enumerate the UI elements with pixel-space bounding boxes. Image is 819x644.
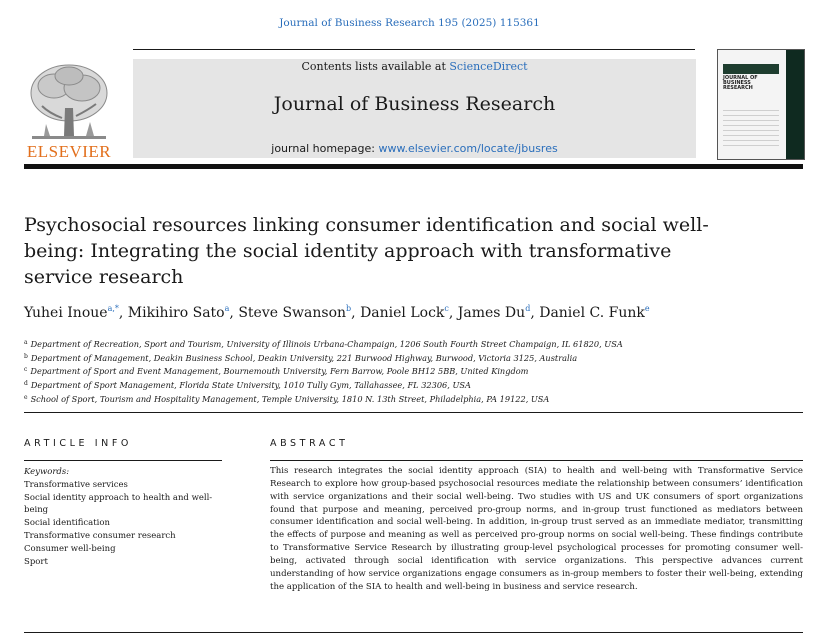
article-info-heading: ARTICLE INFO [24, 438, 133, 449]
affiliation [24, 392, 803, 406]
author[interactable] [458, 305, 531, 321]
journal-cover-thumbnail[interactable] [717, 49, 805, 160]
affiliation-text: School of Sport, Tourism and Hospitality Management, Temple University, 1810 N. 13th Street, Philadelphia, PA 19122, USA [30, 393, 550, 404]
affiliation-key: a [24, 339, 28, 346]
keyword: Consumer well-being [24, 543, 116, 554]
author-name[interactable]: Mikihiro Sato [127, 305, 225, 321]
elsevier-wordmark[interactable]: ELSEVIER [26, 142, 112, 161]
author-affiliation-marker[interactable]: a,* [107, 304, 119, 313]
section-divider [24, 412, 803, 413]
author-affiliation-marker[interactable]: c [444, 304, 449, 313]
author[interactable] [539, 305, 649, 321]
journal-title: Journal of Business Research [273, 93, 556, 115]
article-info-rule [24, 460, 222, 461]
keyword: Sport [24, 556, 48, 567]
affiliation-text: Department of Sport Management, Florida State University, 1010 Tully Gym, Tallahassee, FL 32306, USA [30, 380, 471, 391]
affiliation [24, 351, 803, 365]
author-name[interactable]: Daniel C. Funk [539, 305, 645, 321]
affiliation-list [24, 337, 803, 406]
journal-homepage-link[interactable]: www.elsevier.com/locate/jbusres [378, 142, 558, 155]
article-title: Psychosocial resources linking consumer identification and social well-being: Integrating the social identity approach with transformative service research [24, 214, 709, 288]
keywords-label: Keywords: [24, 467, 70, 477]
abstract-heading: ABSTRACT [270, 438, 349, 449]
cover-title: JOURNAL OF BUSINESS RESEARCH [723, 75, 758, 91]
keyword: Social identity approach to health and well-being [24, 492, 213, 516]
author[interactable] [360, 305, 449, 321]
affiliation-key: d [24, 380, 28, 388]
author-name[interactable]: Yuhei Inoue [24, 305, 108, 321]
keyword: Social identification [24, 518, 110, 529]
abstract-text: This research integrates the social identity approach (SIA) to health and well-being with Transformative Service Research to explore how group-based psychosocial resources mediate the relationship between consumers’ identification with service organizations and their social well-being. Two studies with US and UK consumers of sport organizations found that purpose and meaning, perceived pro-group norms, and in-group trust functioned as mediators between consumer identification and social well-being. In addition, in-group trust served as an immediate mediator, transmitting the effects of purpose and meaning as well as perceived pro-group norms on social well-being. These findings contribute to Transformative Service Research by illustrating group-level psychological processes for promoting consumer well-being, activated through social identification with service organizations. This perspective advances current understanding of how service organizations engage consumers as in-group members to foster their well-being, extending the application of the SIA to health and well-being in business and service research. [270, 466, 803, 592]
author[interactable] [24, 305, 119, 321]
abstract-rule [270, 460, 803, 461]
bottom-divider [24, 632, 803, 633]
author-affiliation-marker[interactable]: d [525, 304, 531, 313]
keyword: Transformative services [24, 479, 128, 490]
author-list: Yuhei Inoue$^{a,*}$, Mikihiro Sato$^a$, Steve Swanson$^b$, Daniel Lock$^c$, James Du$^d$, Daniel C. Funk$^e$ [24, 304, 650, 321]
author[interactable] [238, 305, 351, 321]
keyword: Transformative consumer research [24, 530, 176, 541]
affiliation-text: Department of Sport and Event Management, Bournemouth University, Fern Barrow, Poole BH12 5BB, United Kingdom [30, 366, 529, 377]
contents-line [133, 60, 696, 73]
journal-citation[interactable]: Journal of Business Research 195 (2025) 115361 [279, 17, 540, 29]
affiliation [24, 337, 803, 351]
author-name[interactable]: James Du [457, 305, 526, 321]
author-affiliation-marker[interactable]: e [644, 304, 650, 313]
homepage-line [133, 142, 696, 155]
author-name[interactable]: Daniel Lock [360, 305, 445, 321]
keywords-list [24, 479, 222, 569]
contents-prefix: Contents lists available at [301, 60, 450, 73]
cover-lines [723, 110, 779, 150]
author-affiliation-marker[interactable]: b [346, 304, 352, 313]
homepage-prefix: journal homepage: [271, 142, 379, 155]
cover-spine [786, 50, 804, 159]
affiliation-text: Department of Recreation, Sport and Tourism, University of Illinois Urbana-Champaign, 1206 South Fourth Street Champaign, IL 61820, USA [30, 339, 623, 349]
header-thick-rule [24, 164, 803, 169]
affiliation [24, 378, 803, 392]
affiliation [24, 364, 803, 378]
affiliation-key: b [24, 352, 28, 360]
cover-band [723, 64, 779, 74]
affiliation-text: Department of Management, Deakin Business School, Deakin University, 221 Burwood Highway, Burwood, Victoria 3125, Australia [30, 352, 578, 363]
header-divider [133, 49, 695, 50]
author-affiliation-marker[interactable]: a [224, 304, 230, 313]
sciencedirect-link[interactable]: ScienceDirect [449, 60, 528, 73]
affiliation-key: c [24, 366, 28, 374]
author-name[interactable]: Steve Swanson [238, 305, 347, 321]
author[interactable] [128, 305, 230, 321]
keywords-block [24, 466, 222, 568]
affiliation-key: e [24, 393, 28, 401]
